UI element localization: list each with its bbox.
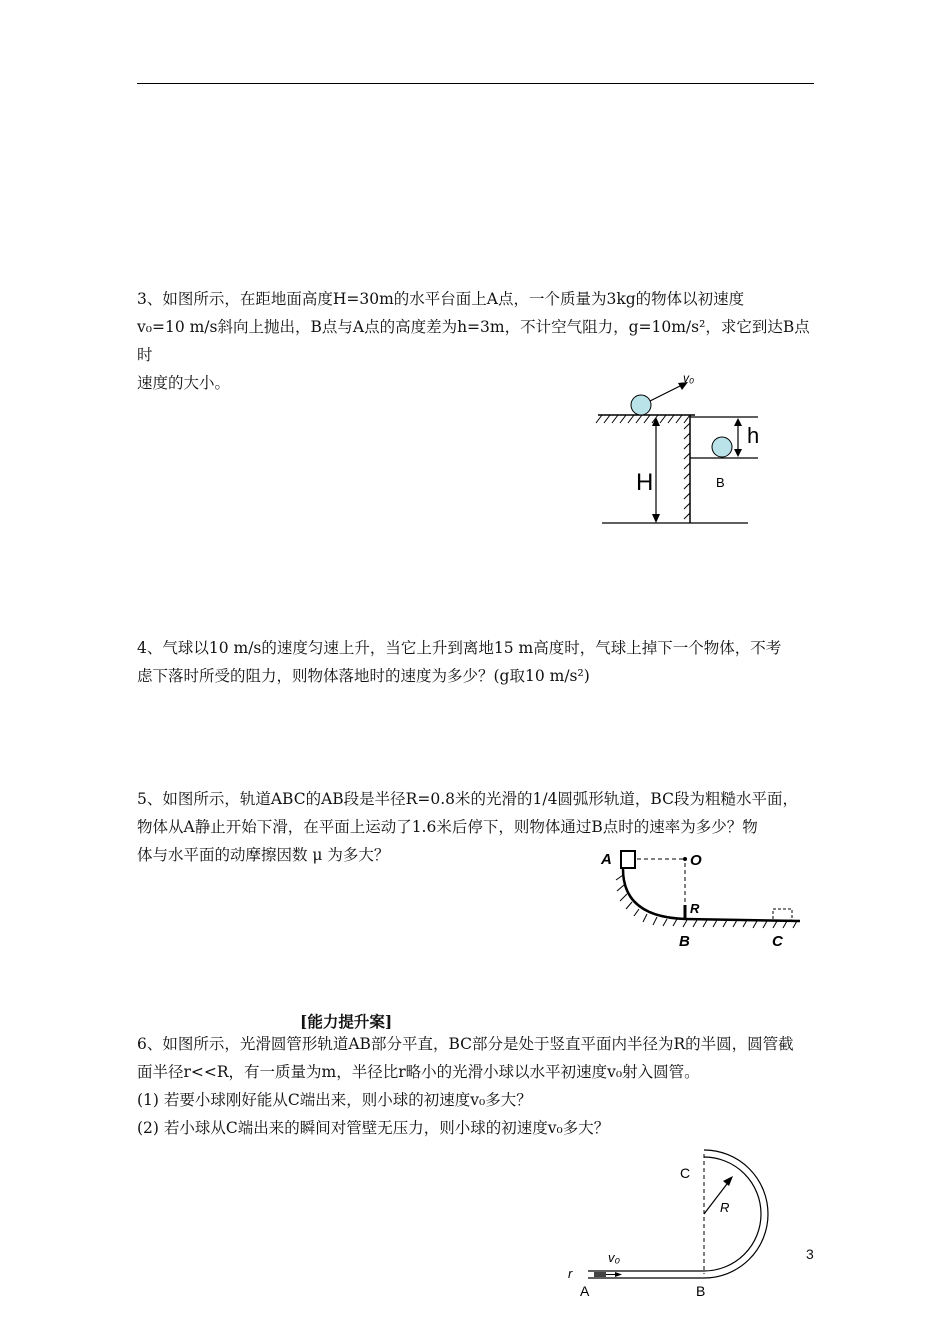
v0-arrow (650, 384, 684, 401)
header-rule (137, 83, 814, 84)
velocity-arrowhead (615, 1272, 622, 1277)
H-label: H (636, 469, 654, 496)
point-a-label: A (601, 851, 612, 868)
ball-b (712, 437, 732, 457)
section-title: [能力提升案] (300, 1012, 393, 1031)
question-3-line-1: 3、如图所示，在距地面高度H=30m的水平台面上A点，一个质量为3kg的物体以初速度 (137, 290, 745, 308)
figure-q6-tube (560, 1150, 790, 1300)
platform-hatch (596, 415, 690, 423)
point-b-label: B (696, 1283, 706, 1299)
point-b-label: B (679, 933, 690, 950)
tube-radius-label: r (568, 1266, 573, 1281)
question-6 (137, 1030, 817, 1142)
question-6-part-2: (2) 若小球从C端出来的瞬间对管壁无压力，则小球的初速度v₀多大？ (137, 1119, 610, 1137)
question-5-line-1: 5、如图所示，轨道ABC的AB段是半径R=0.8米的光滑的1/4圆弧形轨道，BC段为粗糙水平面， (137, 790, 798, 808)
block-c (773, 909, 792, 920)
radius-label: R (720, 1200, 730, 1215)
question-6-part-1: (1) 若要小球刚好能从C端出来，则小球的初速度v₀多大？ (137, 1091, 532, 1109)
page-number: 3 (806, 1246, 814, 1262)
h-label: h (747, 423, 760, 448)
point-c-label: C (680, 1165, 691, 1181)
question-4 (137, 634, 817, 690)
tube-arc-inner (704, 1157, 761, 1271)
point-o-label: O (690, 852, 702, 869)
block-a (621, 851, 635, 868)
question-5-line-3: 体与水平面的动摩擦因数 μ 为多大？ (137, 846, 390, 864)
H-arrow-bottom (652, 514, 660, 523)
question-6-line-2: 面半径r<<R，有一质量为m，半径比r略小的光滑小球以水平初速度v₀射入圆管。 (137, 1063, 700, 1081)
h-arrow-bottom (734, 449, 742, 457)
radius-label: R (690, 901, 700, 916)
point-b-label: B (716, 475, 725, 490)
ball-a (631, 395, 651, 415)
question-3-line-2: v₀=10 m/s斜向上抛出，B点与A点的高度差为h=3m，不计空气阻力，g=10m/s²，求它到达B点时 (137, 318, 810, 364)
question-4-line-1: 4、气球以10 m/s的速度匀速上升，当它上升到离地15 m高度时，气球上掉下一个物体，不考 (137, 639, 782, 657)
v0-label: v₀ (683, 371, 695, 385)
question-5-line-2: 物体从A静止开始下滑，在平面上运动了1.6米后停下，则物体通过B点时的速率为多少？物 (137, 818, 758, 836)
radius-arrowhead (723, 1176, 733, 1186)
wall-hatch (684, 423, 690, 519)
question-4-line-2: 虑下落时所受的阻力，则物体落地时的速度为多少？(g取10 m/s²) (137, 667, 590, 685)
ball (594, 1272, 606, 1277)
h-arrow-top (734, 418, 742, 426)
center-o (683, 857, 687, 861)
figure-q5-track (595, 845, 815, 955)
figure-q3-projectile (590, 365, 780, 530)
question-3-line-3: 速度的大小。 (137, 374, 231, 392)
v0-label: v₀ (608, 1250, 620, 1265)
tube-arc-outer (704, 1150, 768, 1278)
point-c-label: C (772, 933, 783, 950)
point-a-label: A (580, 1283, 590, 1299)
question-6-line-1: 6、如图所示，光滑圆管形轨道AB部分平直，BC部分是处于竖直平面内半径为R的半圆，圆管截 (137, 1035, 794, 1053)
